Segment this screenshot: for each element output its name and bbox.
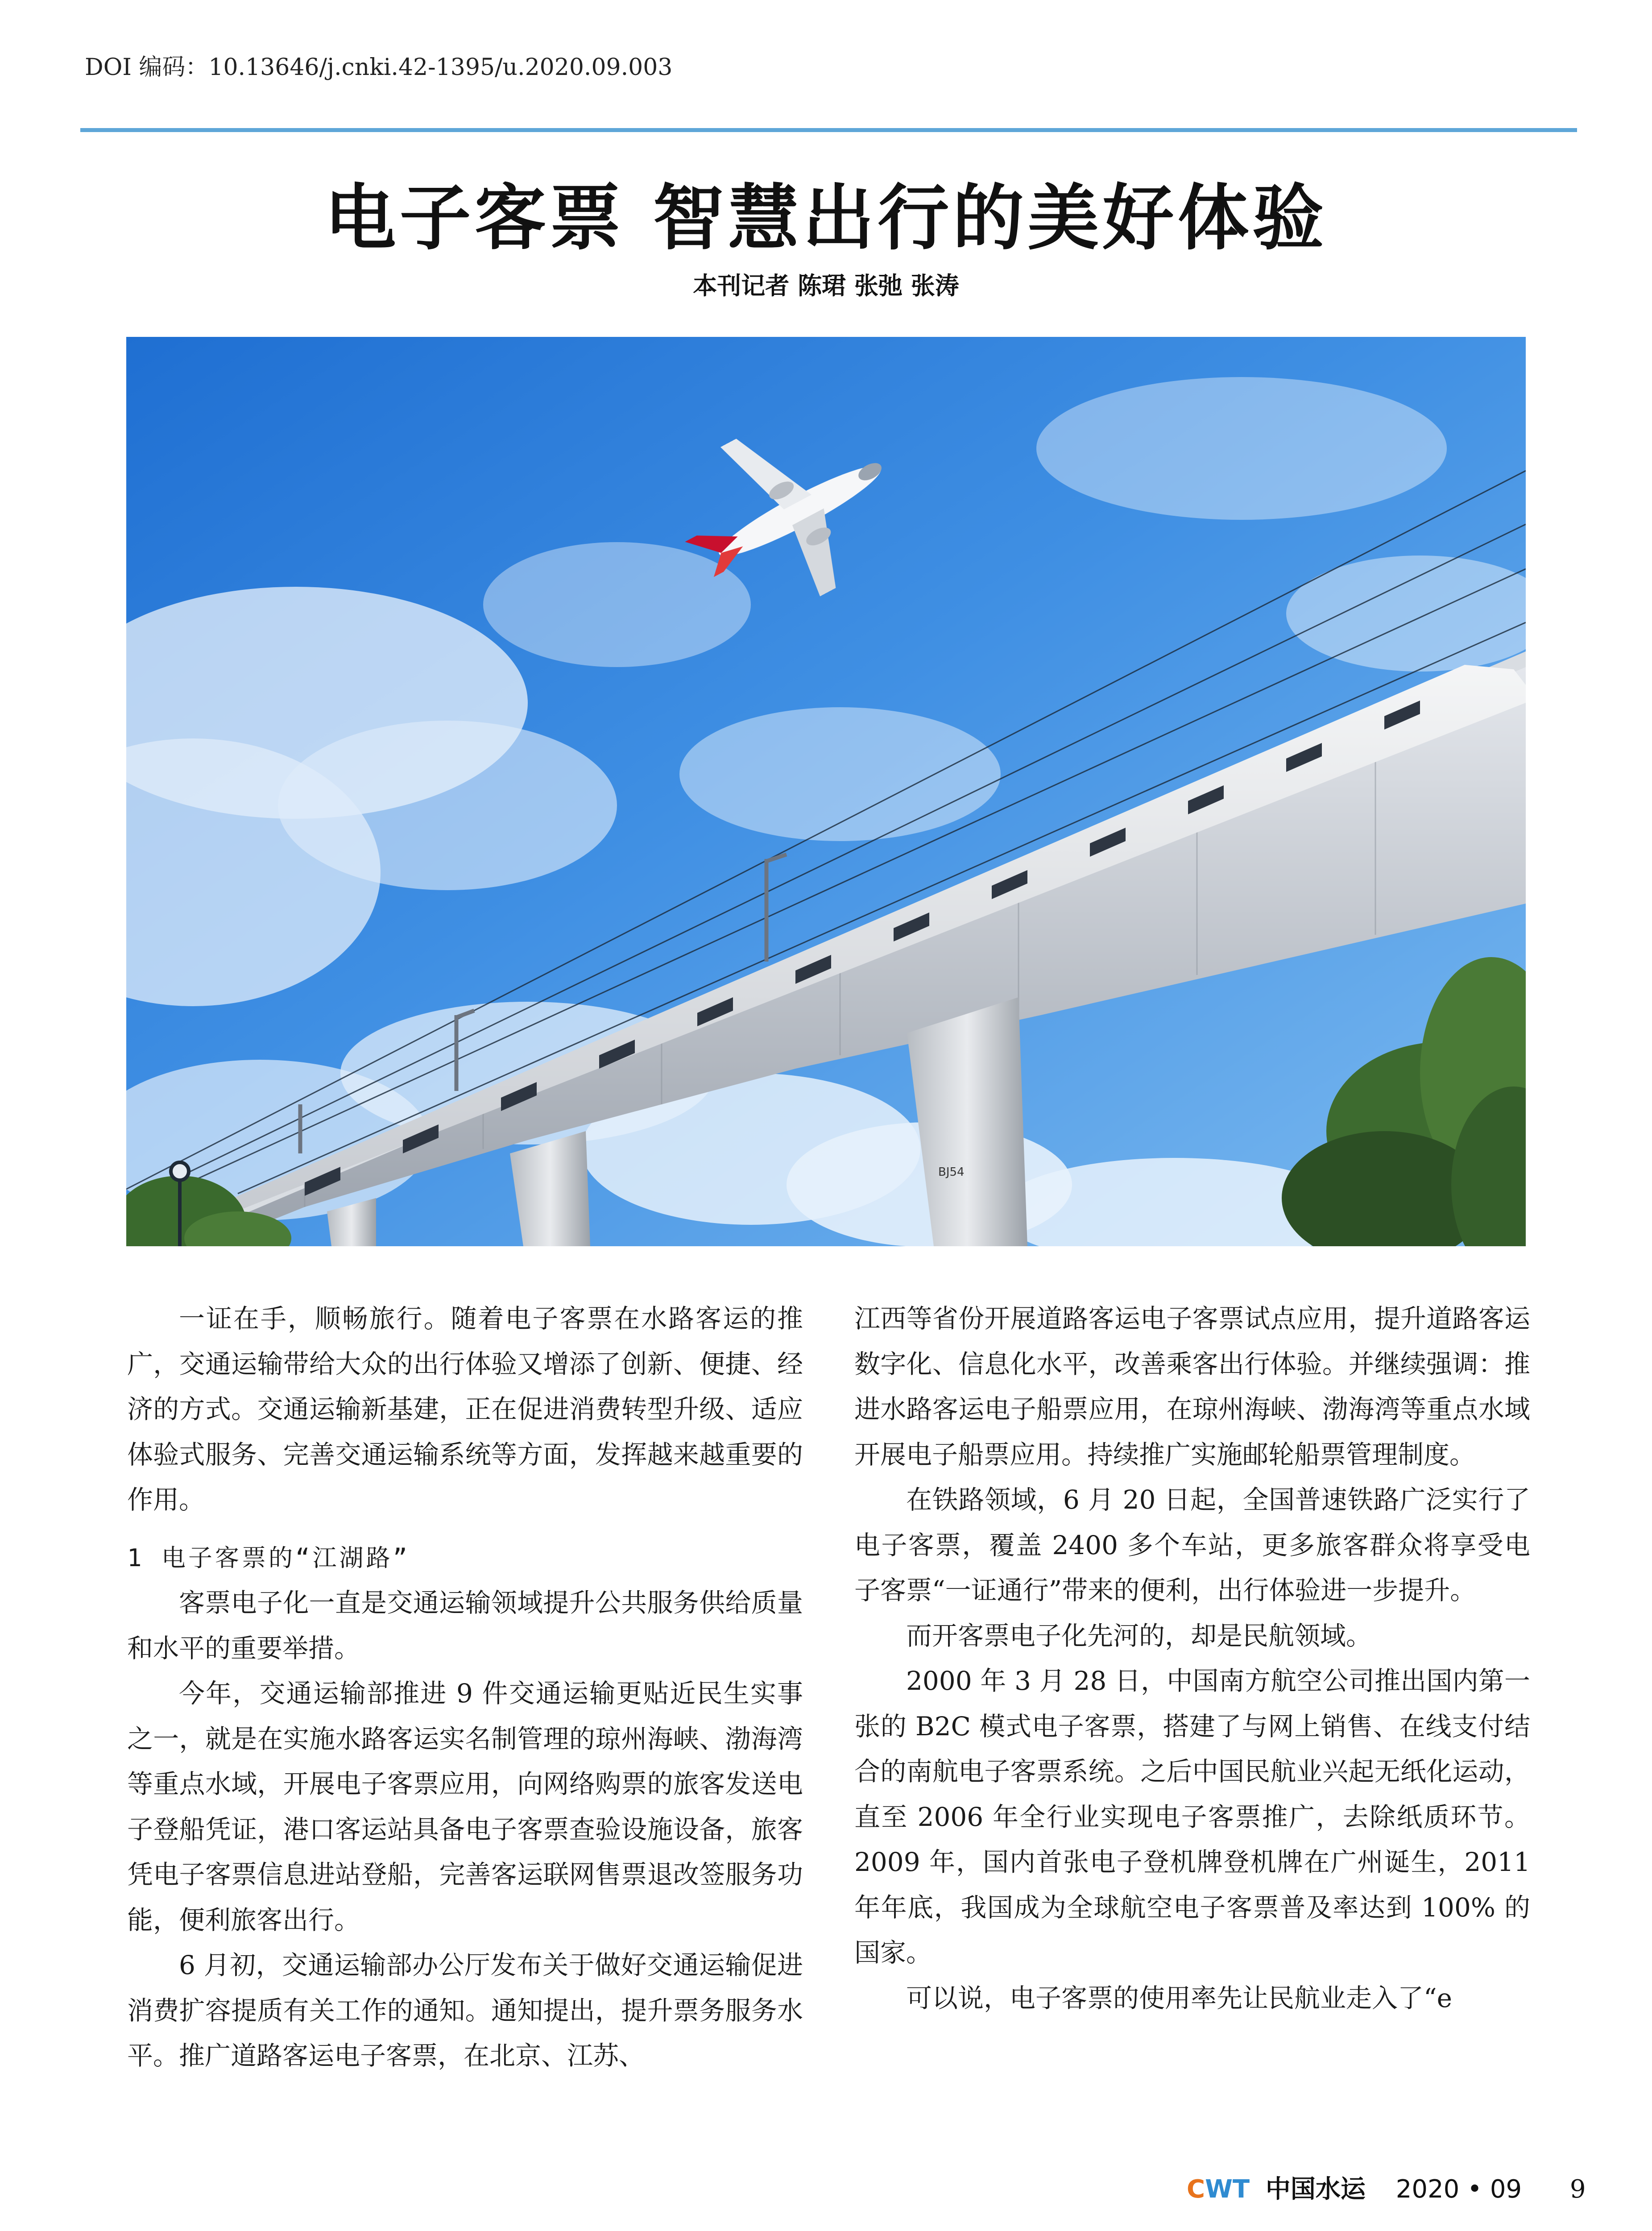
article-title: 电子客票 智慧出行的美好体验 bbox=[324, 176, 1328, 260]
paragraph-continued: 江西等省份开展道路客运电子客票试点应用，提升道路客运数字化、信息化水平，改善乘客出行体验。并继续强调：推进水路客运电子船票应用，在琼州海峡、渤海湾等重点水域开展电子船票应用。持续推广实施邮轮船票管理制度。 bbox=[854, 1303, 1530, 1470]
paragraph: 2000 年 3 月 28 日，中国南方航空公司推出国内第一张的 B2C 模式电子客票，搭建了与网上销售、在线支付结合的南航电子客票系统。之后中国民航业兴起无纸化运动，直至 2006 年全行业实现电子客票推广，去除纸质环节。2009 年，国内首张电子登机牌登机牌在广州诞生，2011 年年底，我国成为全球航空电子客票普及率达到 100% 的国家。 bbox=[854, 1666, 1530, 1968]
pier-label: BJ54 bbox=[938, 1165, 965, 1179]
issue-number: 2020 • 09 bbox=[1395, 2175, 1522, 2204]
body-column-left bbox=[127, 1296, 803, 2079]
page-number: 9 bbox=[1569, 2175, 1586, 2204]
section-heading: 1 电子客票的“江湖路” bbox=[127, 1543, 410, 1572]
article-byline: 本刊记者 陈珺 张弛 张涛 bbox=[693, 272, 959, 300]
paragraph: 而开客票电子化先河的，却是民航领域。 bbox=[906, 1620, 1372, 1651]
paragraph: 一证在手，顺畅旅行。随着电子客票在水路客运的推广，交通运输带给大众的出行体验又增添了创新、便捷、经济的方式。交通运输新基建，正在促进消费转型升级、适应体验式服务、完善交通运输系统等方面，发挥越来越重要的作用。 bbox=[127, 1303, 803, 1515]
page-footer bbox=[1187, 2169, 1586, 2205]
header-rule bbox=[80, 128, 1577, 132]
magazine-name: 中国水运 bbox=[1265, 2174, 1366, 2204]
brand-logo-wt: WT bbox=[1205, 2175, 1250, 2204]
paragraph: 6 月初，交通运输部办公厅发布关于做好交通运输促进消费扩容提质有关工作的通知。通知提出，提升票务服务水平。推广道路客运电子客票，在北京、江苏、 bbox=[127, 1950, 803, 2071]
body-column-right bbox=[854, 1296, 1530, 2021]
brand-logo-c: C bbox=[1187, 2175, 1205, 2204]
paragraph: 今年，交通运输部推进 9 件交通运输更贴近民生实事之一，就是在实施水路客运实名制管理的琼州海峡、渤海湾等重点水域，开展电子客票应用，向网络购票的旅客发送电子登船凭证，港口客运站具备电子客票查验设施设备，旅客凭电子客票信息进站登船，完善客运联网售票退改签服务功能，便利旅客出行。 bbox=[127, 1678, 803, 1935]
doi-code: DOI 编码：10.13646/j.cnki.42-1395/u.2020.09.003 bbox=[85, 54, 673, 81]
paragraph: 在铁路领域，6 月 20 日起，全国普速铁路广泛实行了电子客票，覆盖 2400 多个车站，更多旅客群众将享受电子客票“一证通行”带来的便利，出行体验进一步提升。 bbox=[854, 1485, 1530, 1605]
paragraph: 客票电子化一直是交通运输领域提升公共服务供给质量和水平的重要举措。 bbox=[127, 1588, 803, 1663]
lead-photo bbox=[126, 337, 1526, 1246]
paragraph: 可以说，电子客票的使用率先让民航业走入了“e bbox=[906, 1982, 1452, 2013]
